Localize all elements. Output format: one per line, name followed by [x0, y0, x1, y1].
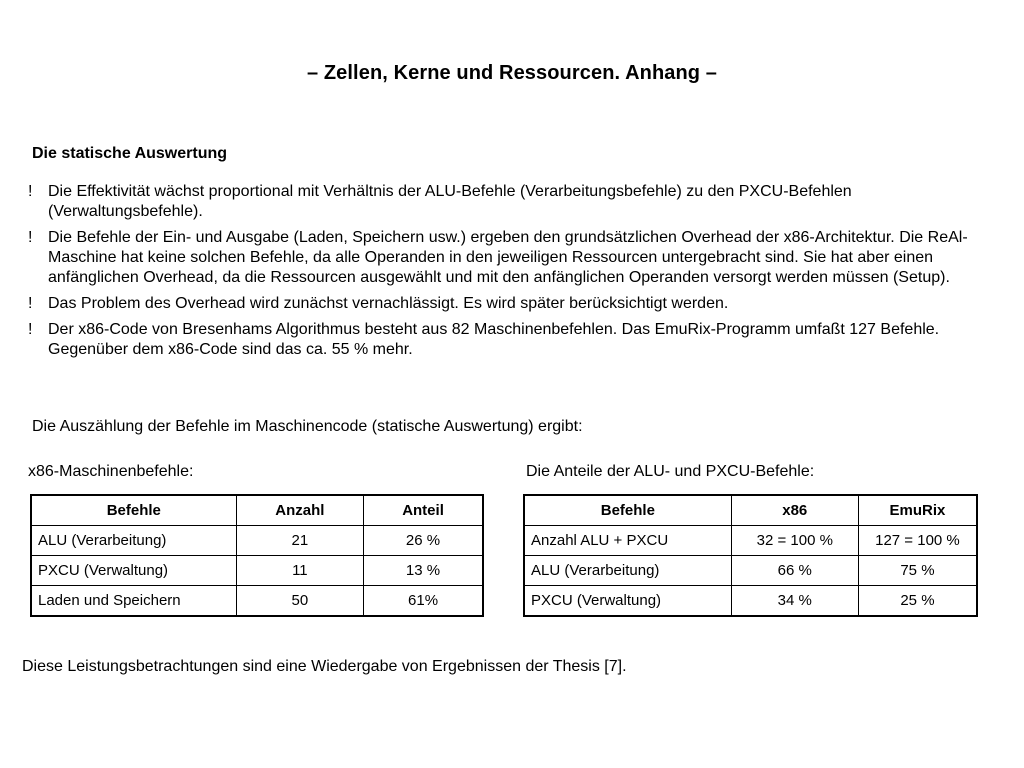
bullet-mark: ! — [28, 229, 33, 246]
column-header: Anzahl — [236, 495, 363, 526]
page-title: – Zellen, Kerne und Ressourcen. Anhang – — [306, 62, 717, 84]
bullet-text: Der x86-Code von Bresenhams Algorithmus besteht aus 82 Maschinenbefehlen. Das EmuRix-Programm umfaßt 127 Befehle. Gegenüber dem x86-Code sind das ca. 55 % mehr. — [48, 321, 940, 358]
table-cell: ALU (Verarbeitung) — [524, 556, 731, 586]
table-row — [31, 526, 483, 556]
table-row — [31, 556, 483, 586]
alu-pxcu-share-table — [523, 494, 978, 617]
table-cell: 32 = 100 % — [731, 526, 858, 556]
table-cell: 66 % — [731, 556, 858, 586]
table-cell: PXCU (Verwaltung) — [31, 556, 236, 586]
bullet-item — [28, 320, 968, 360]
table-cell: ALU (Verarbeitung) — [31, 526, 236, 556]
table-row — [524, 556, 977, 586]
table-intro: Die Auszählung der Befehle im Maschinencode (statische Auswertung) ergibt: — [32, 418, 583, 435]
table-cell: 25 % — [858, 586, 977, 617]
table-cell: 26 % — [364, 526, 483, 556]
column-header: Anteil — [364, 495, 483, 526]
table-cell: 61% — [364, 586, 483, 617]
bullet-item — [28, 228, 968, 288]
table-cell: 50 — [236, 586, 363, 617]
bullet-item — [28, 294, 968, 314]
table-cell: Laden und Speichern — [31, 586, 236, 617]
table-cell: PXCU (Verwaltung) — [524, 586, 731, 617]
column-header: EmuRix — [858, 495, 977, 526]
table-cell: Anzahl ALU + PXCU — [524, 526, 731, 556]
table-row — [524, 526, 977, 556]
bullet-text: Die Effektivität wächst proportional mit Verhältnis der ALU-Befehle (Verarbeitungsbefehle) zu den PXCU-Befehlen (Verwaltungsbefehle). — [48, 183, 852, 220]
column-header: x86 — [731, 495, 858, 526]
table-header-row — [31, 495, 483, 526]
table-cell: 13 % — [364, 556, 483, 586]
table-cell: 75 % — [858, 556, 977, 586]
table1-caption: x86-Maschinenbefehle: — [28, 463, 194, 480]
bullet-mark: ! — [28, 295, 33, 312]
section-heading: Die statische Auswertung — [32, 145, 228, 162]
table-row — [31, 586, 483, 617]
bullet-list — [28, 182, 968, 366]
x86-instructions-table — [30, 494, 484, 617]
bullet-mark: ! — [28, 321, 33, 338]
table-cell: 21 — [236, 526, 363, 556]
table-cell: 34 % — [731, 586, 858, 617]
column-header: Befehle — [31, 495, 236, 526]
bullet-mark: ! — [28, 183, 33, 200]
table-row — [524, 586, 977, 617]
bullet-text: Das Problem des Overhead wird zunächst vernachlässigt. Es wird später berücksichtigt werden. — [48, 295, 729, 312]
footer-note: Diese Leistungsbetrachtungen sind eine Wiedergabe von Ergebnissen der Thesis [7]. — [22, 658, 627, 675]
bullet-item — [28, 182, 968, 222]
bullet-text: Die Befehle der Ein- und Ausgabe (Laden, Speichern usw.) ergeben den grundsätzlichen Overhead der x86-Architektur. Die ReAl-Maschine hat keine solchen Befehle, da alle Operanden in den jeweiligen Ressourcen untergebracht sind. Sie hat aber einen anfänglichen Overhead, da die Ressourcen ausgewählt und mit den anfänglichen Operanden versorgt werden müssen (Setup). — [48, 229, 968, 286]
column-header: Befehle — [524, 495, 731, 526]
table-cell: 127 = 100 % — [858, 526, 977, 556]
table-header-row — [524, 495, 977, 526]
table-cell: 11 — [236, 556, 363, 586]
table2-caption: Die Anteile der ALU- und PXCU-Befehle: — [526, 463, 815, 480]
